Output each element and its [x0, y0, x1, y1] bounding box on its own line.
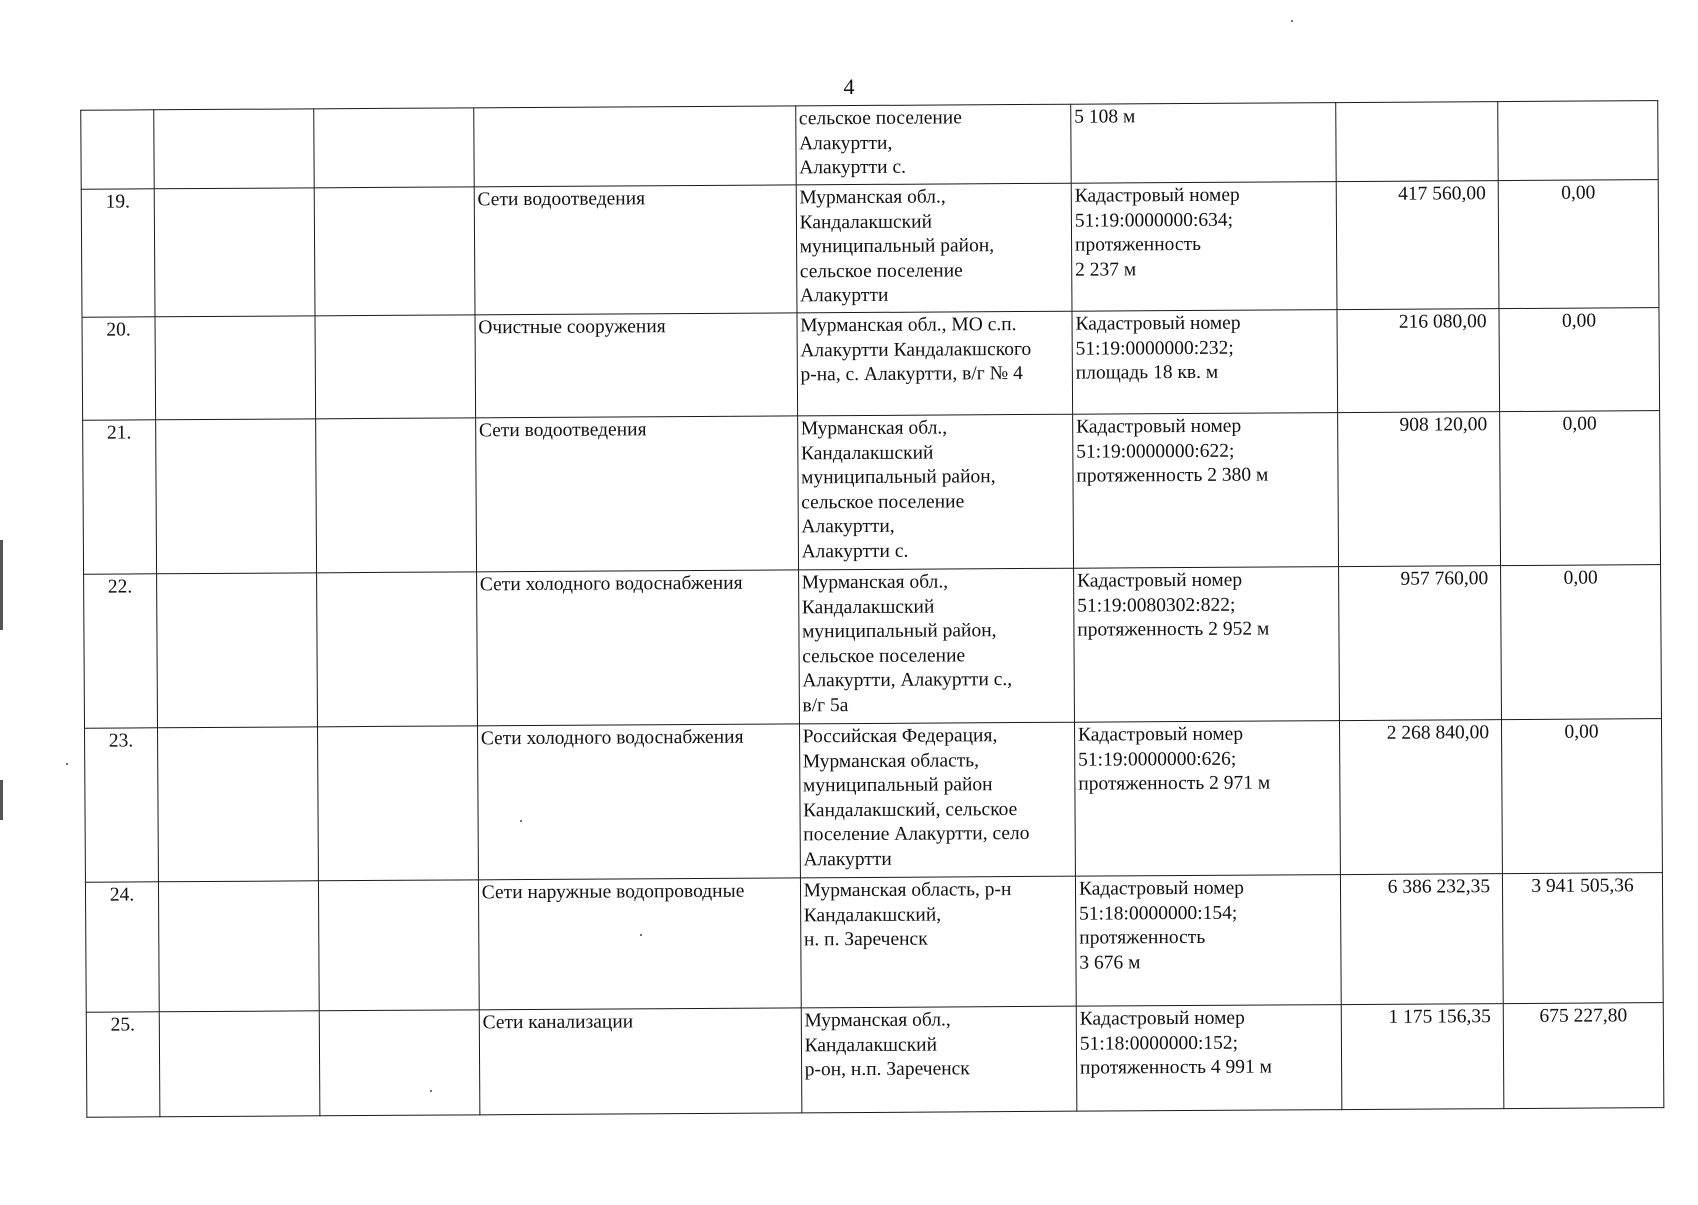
table-row — [86, 1003, 1664, 1118]
empty-cell-a — [156, 419, 317, 574]
location-line: сельское поселение — [801, 491, 965, 514]
location-line: Алакуртти с. — [801, 540, 909, 563]
object-name-cell: Сети канализации — [479, 1008, 802, 1115]
cadastral-info-cell — [1071, 103, 1337, 184]
cadastral-info-line: 2 237 м — [1075, 259, 1137, 281]
page-number: 4 — [843, 74, 855, 99]
location-cell — [797, 414, 1073, 570]
object-name-cell: Сети холодного водоснабжения — [477, 724, 800, 880]
book-value-cell — [1336, 102, 1498, 182]
location-line: поселение Алакуртти, село — [803, 823, 1030, 846]
book-value-cell: 908 120,00 — [1338, 412, 1501, 567]
empty-cell-a — [159, 1011, 320, 1117]
cadastral-info-line: протяженность 2 952 м — [1077, 618, 1270, 641]
cadastral-info-line: Кадастровый номер — [1075, 312, 1241, 335]
residual-value-cell: 3 941 505,36 — [1502, 873, 1663, 1004]
empty-cell-b — [318, 880, 479, 1011]
empty-cell-b — [317, 726, 478, 881]
scan-speck — [640, 934, 642, 936]
location-line: Алакуртти — [799, 285, 889, 307]
cadastral-info-cell — [1073, 567, 1339, 723]
location-line: Мурманская область, р-н — [803, 879, 1012, 902]
empty-cell-a — [158, 881, 319, 1012]
object-name-cell: Сети холодного водоснабжения — [476, 570, 799, 726]
empty-cell-b — [315, 418, 476, 573]
location-cell — [795, 104, 1071, 185]
cadastral-info-line: 5 108 м — [1074, 106, 1136, 128]
cadastral-info-line: Кадастровый номер — [1077, 723, 1244, 746]
registry-body — [81, 101, 1664, 1118]
scan-speck — [430, 1090, 432, 1092]
location-line: сельское поселение — [798, 107, 962, 130]
book-value-cell: 1 175 156,35 — [1341, 1004, 1504, 1110]
location-cell — [798, 568, 1074, 724]
location-line: Алакуртти Кандалакшского — [800, 338, 1032, 361]
empty-cell-a — [155, 316, 316, 420]
location-line: Алакуртти — [803, 848, 892, 871]
location-line: Алакуртти, — [798, 132, 893, 154]
empty-cell-a — [157, 727, 318, 882]
location-line: сельское поселение — [802, 645, 966, 668]
empty-cell-b — [314, 187, 475, 316]
table-row — [85, 873, 1663, 1013]
empty-cell-a — [156, 573, 317, 728]
location-line: Кандалакшский — [804, 1034, 938, 1056]
cadastral-info-cell — [1073, 413, 1339, 569]
row-number-cell: 20. — [82, 317, 156, 420]
location-line: Мурманская область, — [802, 749, 980, 772]
cadastral-info-cell — [1071, 182, 1337, 312]
location-line: Кандалакшский, — [803, 904, 942, 926]
empty-cell-b — [315, 315, 476, 419]
cadastral-info-cell — [1075, 875, 1341, 1007]
location-line: Мурманская обл., — [801, 571, 949, 594]
row-number-cell: 22. — [84, 574, 158, 728]
cadastral-info-line: протяженность 4 991 м — [1079, 1056, 1273, 1079]
location-line: н. п. Зареченск — [803, 928, 928, 951]
object-name-cell: Сети водоотведения — [474, 185, 797, 315]
cadastral-info-line: площадь 18 кв. м — [1075, 361, 1219, 384]
location-cell — [800, 876, 1076, 1008]
cadastral-info-line: Кадастровый номер — [1074, 184, 1240, 207]
location-line: р-на, с. Алакуртти, в/г № 4 — [800, 363, 1023, 386]
residual-value-cell: 675 227,80 — [1503, 1003, 1664, 1109]
object-name-cell: Сети водоотведения — [475, 416, 798, 572]
cadastral-info-line: 51:19:0000000:634; — [1074, 209, 1234, 232]
cadastral-info-line: 51:18:0000000:152; — [1079, 1032, 1239, 1055]
location-line: муниципальный район — [802, 774, 993, 797]
book-value-cell: 216 080,00 — [1337, 309, 1500, 413]
cadastral-info-cell — [1076, 1005, 1342, 1112]
residual-value-cell: 0,00 — [1501, 565, 1662, 720]
empty-cell-b — [316, 572, 477, 727]
location-line: сельское поселение — [799, 260, 963, 283]
cadastral-info-cell — [1072, 310, 1338, 415]
cadastral-info-line: Кадастровый номер — [1076, 569, 1243, 592]
location-line: Алакуртти, — [801, 516, 895, 538]
empty-cell-a — [154, 188, 315, 317]
location-line: муниципальный район, — [801, 466, 996, 489]
cadastral-info-line: Кадастровый номер — [1078, 877, 1245, 900]
object-name-cell — [473, 106, 795, 187]
location-line: Кандалакшский — [801, 596, 935, 618]
scan-edge-mark — [0, 540, 3, 630]
scan-speck — [520, 820, 522, 822]
table-row — [84, 565, 1662, 729]
row-number-cell: 24. — [85, 882, 159, 1012]
empty-cell-b — [314, 108, 474, 188]
table-row — [82, 308, 1660, 421]
empty-cell-a — [154, 109, 314, 189]
location-line: Кандалакшский — [800, 442, 934, 464]
book-value-cell: 2 268 840,00 — [1340, 720, 1503, 875]
table-row — [81, 180, 1659, 318]
cadastral-info-cell — [1074, 721, 1340, 877]
row-number-cell: 19. — [81, 189, 155, 317]
book-value-cell: 417 560,00 — [1336, 181, 1499, 310]
location-line: р-он, н.п. Зареченск — [804, 1058, 970, 1081]
scan-edge-mark — [0, 780, 3, 820]
location-line: Мурманская обл., — [799, 186, 946, 209]
location-cell — [799, 722, 1075, 878]
cadastral-info-line: 51:19:0000000:232; — [1075, 337, 1234, 360]
residual-value-cell — [1498, 101, 1658, 181]
residual-value-cell: 0,00 — [1502, 719, 1663, 874]
table-row — [85, 719, 1663, 883]
cadastral-info-line: Кадастровый номер — [1076, 415, 1242, 438]
scan-speck — [66, 763, 68, 765]
row-number-cell: 21. — [83, 420, 157, 574]
object-name-cell: Сети наружные водопроводные — [478, 878, 801, 1010]
cadastral-info-line: протяженность — [1079, 927, 1206, 949]
scan-speck — [1291, 20, 1293, 22]
row-number-cell — [81, 110, 154, 189]
empty-cell-b — [319, 1010, 480, 1116]
residual-value-cell: 0,00 — [1500, 411, 1661, 566]
cadastral-info-line: протяженность 2 380 м — [1076, 464, 1269, 487]
cadastral-info-line: протяженность 2 971 м — [1078, 772, 1271, 795]
book-value-cell: 957 760,00 — [1339, 566, 1502, 721]
cadastral-info-line: Кадастровый номер — [1079, 1007, 1245, 1030]
location-line: Мурманская обл., — [800, 417, 948, 440]
cadastral-info-line: 51:19:0000000:626; — [1078, 748, 1237, 771]
cadastral-info-line: 3 676 м — [1079, 952, 1141, 974]
cadastral-info-line: 51:19:0080302:822; — [1077, 594, 1236, 617]
cadastral-info-line: 51:19:0000000:622; — [1076, 440, 1235, 463]
location-cell — [796, 183, 1072, 313]
location-line: Мурманская обл., МО с.п. — [800, 314, 1017, 337]
location-line: Алакуртти, Алакуртти с., — [802, 669, 1013, 692]
location-cell — [801, 1006, 1077, 1113]
location-line: Российская Федерация, — [802, 725, 998, 748]
residual-value-cell: 0,00 — [1499, 308, 1660, 412]
residual-value-cell: 0,00 — [1498, 180, 1659, 309]
location-line: Алакуртти с. — [799, 156, 907, 179]
location-line: в/г 5а — [802, 695, 849, 717]
location-line: Мурманская обл., — [804, 1009, 951, 1032]
row-number-cell: 25. — [86, 1012, 160, 1117]
object-name-cell: Очистные сооружения — [475, 313, 797, 418]
location-line: муниципальный район, — [799, 235, 995, 258]
location-cell — [797, 311, 1073, 416]
table-row — [81, 101, 1658, 190]
table-row — [83, 411, 1661, 575]
row-number-cell: 23. — [85, 728, 159, 882]
location-line: Кандалакшский — [799, 211, 933, 233]
property-registry-table — [80, 100, 1664, 1118]
cadastral-info-line: 51:18:0000000:154; — [1079, 902, 1238, 925]
cadastral-info-line: протяженность — [1074, 234, 1202, 256]
location-line: муниципальный район, — [801, 620, 997, 643]
location-line: Кандалакшский, сельское — [803, 798, 1018, 822]
book-value-cell: 6 386 232,35 — [1341, 874, 1504, 1005]
